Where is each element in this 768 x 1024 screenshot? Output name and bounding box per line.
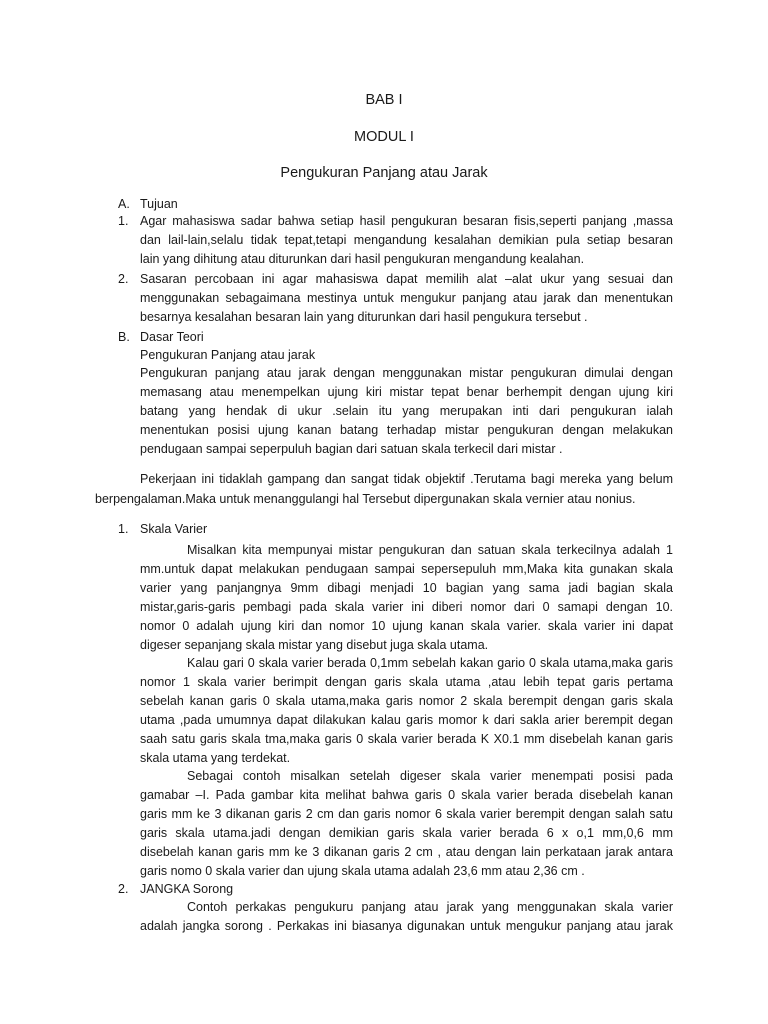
section-a-marker: A. (118, 197, 130, 211)
paragraph-line: menggunakan sebagaimana mestinya untuk mengukur panjang atau jarak dan menentukan (140, 291, 673, 305)
paragraph-line: lain yang dihitung atau diturunkan dari hasil pengukuran mengandung kealahan. (140, 252, 585, 266)
paragraph-line: memasang atau menempelkan ujung kiri mistar tepat benar berhempit dengan ujung kiri (140, 385, 673, 399)
section-a-heading: Tujuan (140, 197, 178, 211)
paragraph-line: skala utama yang terdekat. (140, 751, 291, 765)
paragraph-line: varier yang panjangnya 9mm dibagi menjadi 10 bagian yang sama jadi bagian skala (140, 581, 673, 595)
paragraph-line: adalah jangka sorong . Perkakas ini biasanya digunakan untuk mengukur panjang atau jarak (140, 919, 673, 933)
paragraph-line: dan lail-lain,selalu tidak tepat,tetapi mengandung kesalahan demikian pula setiap besaran (140, 233, 673, 247)
paragraph-line: berpengalaman.Maka untuk menanggulangi hal Tersebut dipergunakan skala vernier atau nonius. (95, 492, 636, 506)
paragraph-line: digeser sepanjang skala mistar yang disebut juga skala utama. (140, 638, 489, 652)
paragraph-line: besarnya kesalahan besaran lain yang diturunkan dari hasil pengukura tersebut . (140, 310, 588, 324)
paragraph-line: Pekerjaan ini tidaklah gampang dan sangat tidak objektif .Terutama bagi mereka yang belum (140, 472, 673, 486)
list-number: 1. (118, 214, 129, 228)
paragraph-line: Contoh perkakas pengukuru panjang atau jarak yang menggunakan skala varier (187, 900, 673, 914)
list-number: 1. (118, 522, 129, 536)
paragraph-line: menentukan posisi ujung kanan batang terhadap mistar pengukuran dengan melakukan (140, 423, 673, 437)
paragraph-line: mm.untuk dapat melakukan pendugaan sampai sepersepuluh mm,Maka kita gunakan skala (140, 562, 673, 576)
section-b-subheading: Pengukuran Panjang atau jarak (140, 348, 316, 362)
jangka-sorong-heading: JANGKA Sorong (140, 882, 234, 896)
paragraph-line: mistar,garis-garis pembagi pada skala varier ini diberi nomor dari 0 samapi dengan 10. (140, 600, 673, 614)
paragraph-line: garis skala utama.jadi dengan demikian garis skala varier berada 6 x o,1 mm,0,6 mm (140, 826, 673, 840)
paragraph-line: batang yang hendak di ukur .selain itu yang merupakan inti dari pengukuran ialah (140, 404, 673, 418)
paragraph-line: garis mm ke 3 dikanan garis 2 cm dan garis nomor 6 skala varier berempit dengan salah satu (140, 807, 673, 821)
module-title: MODUL I (354, 129, 414, 145)
paragraph-line: Sebagai contoh misalkan setelah digeser skala varier menempati posisi pada (187, 769, 673, 783)
paragraph-line: Sasaran percobaan ini agar mahasiswa dapat memilih alat –alat ukur yang sesuai dan (140, 272, 673, 286)
list-number: 2. (118, 882, 129, 896)
paragraph-line: Kalau gari 0 skala varier berada 0,1mm sebelah kakan gario 0 skala utama,maka garis (187, 656, 673, 670)
paragraph-line: sebelah kanan garis 0 skala utama,maka garis nomor 2 skala berempit dengan garis skala (140, 694, 673, 708)
paragraph-line: Agar mahasiswa sadar bahwa setiap hasil pengukuran besaran fisis,seperti panjang ,massa (140, 214, 673, 228)
paragraph-line: nomor 1 skala varier berimpit dengan garis skala utama ,atau lebih tepat garis pertama (140, 675, 673, 689)
document-title: Pengukuran Panjang atau Jarak (280, 165, 488, 181)
list-number: 2. (118, 272, 129, 286)
paragraph-line: utama ,pada umumnya dapat dilakukan kalau garis momor k dari sakla arier berempit degan (140, 713, 673, 727)
paragraph-line: pendugaan sampai seperpuluh bagian dari satuan skala terkecil dari mistar . (140, 442, 563, 456)
paragraph-line: saah satu garis skala tma,maka garis 0 skala varier berada K X0.1 mm disebelah kanan garis (140, 732, 673, 746)
paragraph-line: garis nomo 0 skala varier dan ujung skala utama adalah 23,6 mm atau 2,36 cm . (140, 864, 585, 878)
paragraph-line: gamabar –I. Pada gambar kita melihat bahwa garis 0 skala varier berada disebelah kanan (140, 788, 673, 802)
paragraph-line: disebelah kanan garis mm ke 3 dikanan garis 2 cm , atau dengan lain perkataan jarak antara (140, 845, 673, 859)
paragraph-line: nomor 0 adalah ujung kiri dan nomor 10 ujung kanan skala varier. skala varier ini dapat (140, 619, 673, 633)
paragraph-line: Pengukuran panjang atau jarak dengan menggunakan mistar pengukuran dimulai dengan (140, 366, 673, 380)
paragraph-line: Misalkan kita mempunyai mistar pengukuran dan satuan skala terkecilnya adalah 1 (187, 543, 673, 557)
skala-varier-heading: Skala Varier (140, 522, 208, 536)
chapter-title: BAB I (365, 92, 403, 108)
section-b-marker: B. (118, 330, 130, 344)
section-b-heading: Dasar Teori (140, 330, 204, 344)
